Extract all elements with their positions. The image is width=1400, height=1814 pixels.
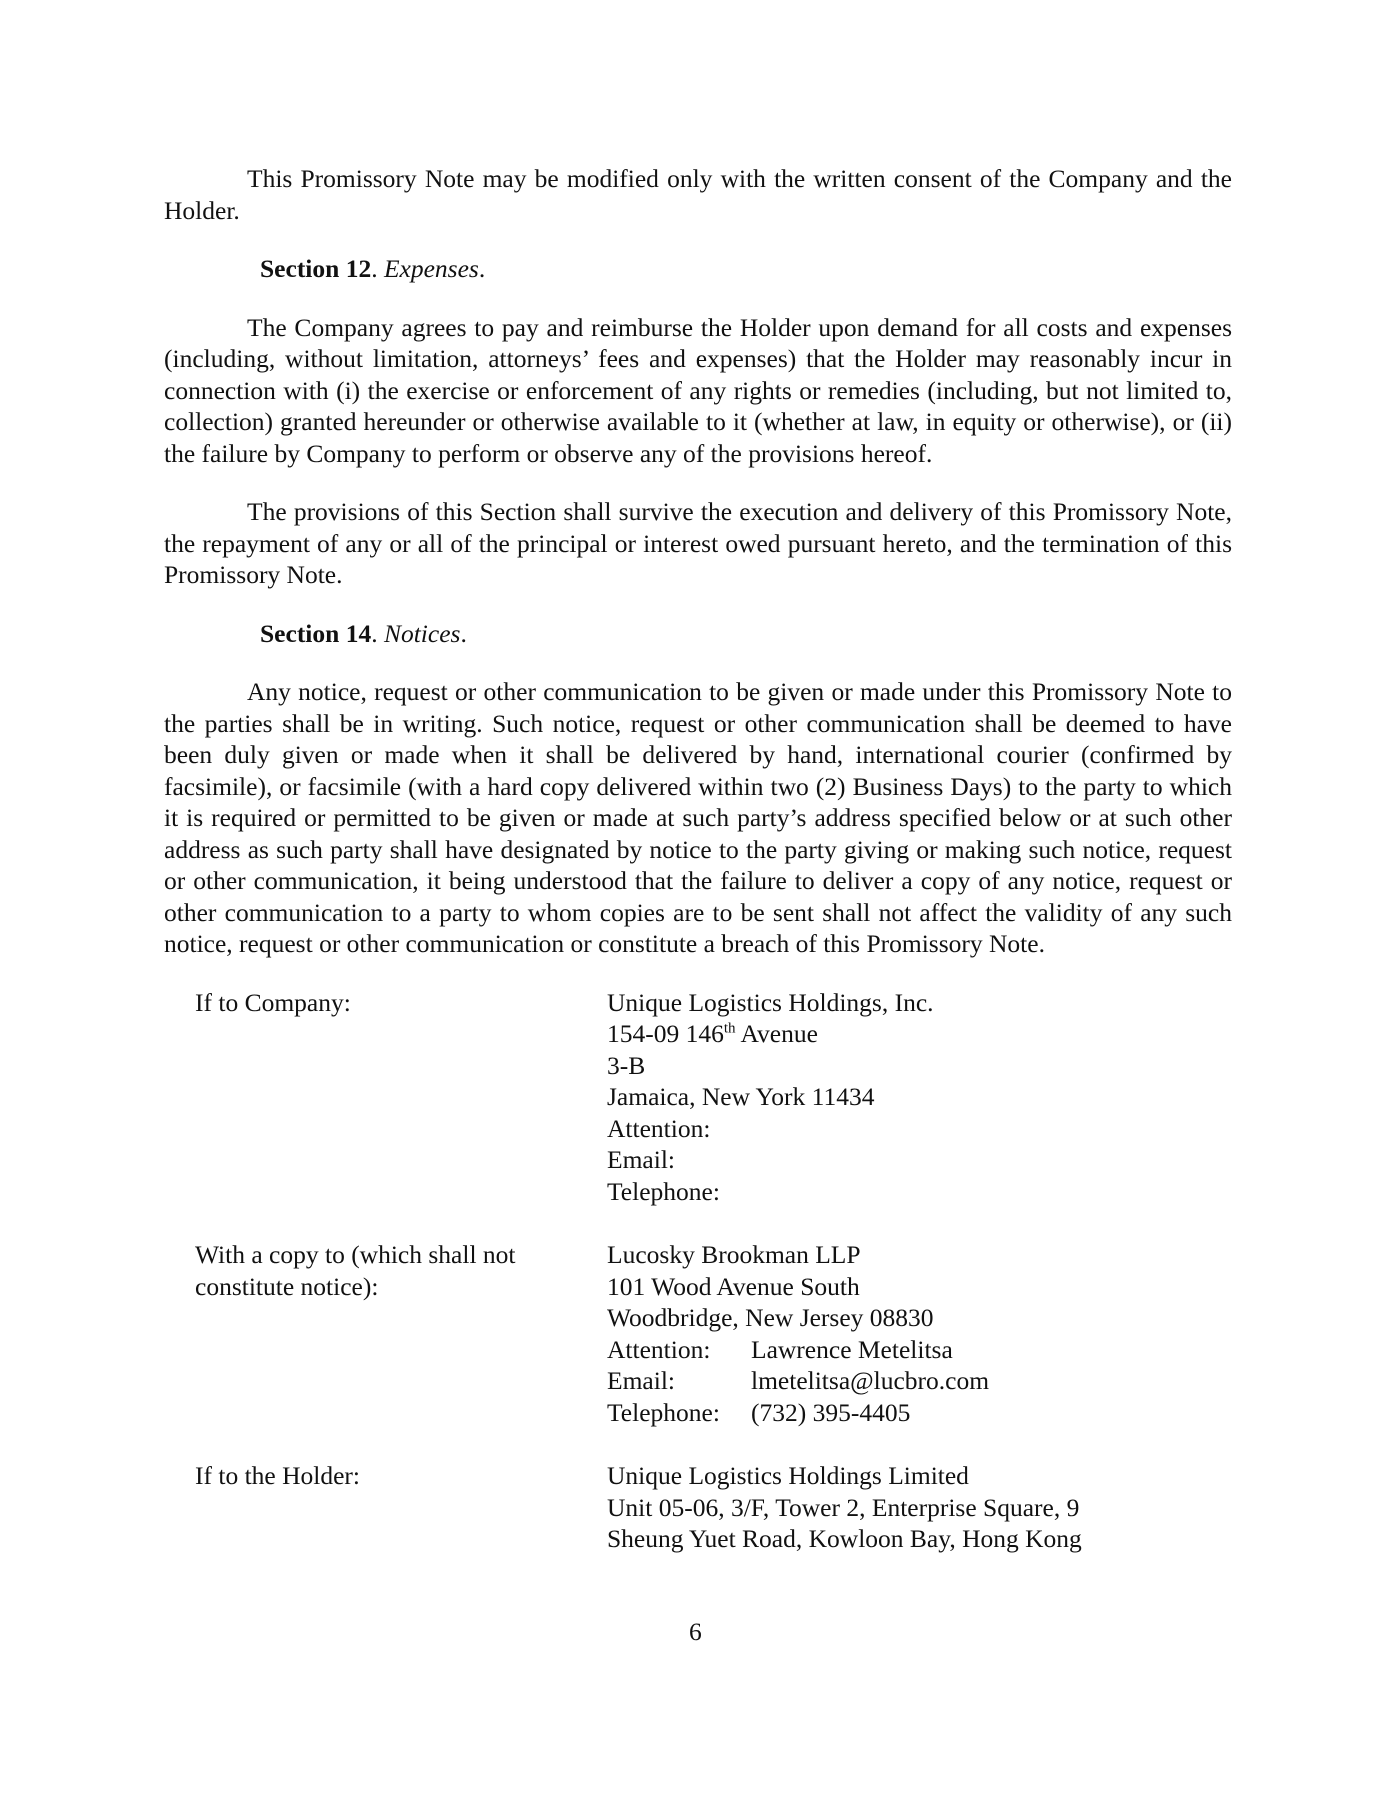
company-label: If to Company: xyxy=(195,987,351,1017)
copy-email: Email: lmetelitsa@lucbro.com xyxy=(607,1366,990,1395)
survival-paragraph: The provisions of this Section shall survive the execution and delivery of this Promissory Note, the repayment of any or all of the principal or interest owed pursuant hereto, and the termination of this Promissory Note. xyxy=(164,497,1232,589)
expenses-paragraph: The Company agrees to pay and reimburse the Holder upon demand for all costs and expenses (including, without limitation, attorneys’ fees and expenses) that the Holder may reasonably incur in connection with (i) the exercise or enforcement of any rights or remedies (including, but not limited to, collection) granted hereunder or otherwise available to it (whether at law, in equity or otherwise), or (ii) the failure by Company to perform or observe any of the provisions hereof. xyxy=(164,312,1232,468)
copy-street: 101 Wood Avenue South xyxy=(607,1271,860,1301)
holder-address xyxy=(607,1460,1232,1555)
page-number: 6 xyxy=(689,1617,702,1646)
copy-address-block xyxy=(195,1239,1232,1428)
holder-address-block xyxy=(195,1460,1232,1555)
company-attention: Attention: xyxy=(607,1113,711,1143)
section-12-heading: Section 12. Expenses. xyxy=(260,254,486,283)
copy-name: Lucosky Brookman LLP xyxy=(607,1240,861,1269)
notices-paragraph: Any notice, request or other communication to be given or made under this Promissory Note to the parties shall be in writing. Such notice, request or other communication shall be deemed to have been duly given or made when it shall be delivered by hand, international courier (confirmed by facsimile), or facsimile (with a hard copy delivered within two (2) Business Days) to the party to which it is required or permitted to be given or made at such party’s address specified below or at such other address as such party shall have designated by notice to the party giving or making such notice, request or other communication, it being understood that the failure to deliver a copy of any notice, request or other communication to a party to whom copies are to be sent shall not affect the validity of any such notice, request or other communication or constitute a breach of this Promissory Note. xyxy=(164,677,1232,958)
company-email: Email: xyxy=(607,1145,675,1174)
section-14-title: Notices xyxy=(383,618,461,648)
section-12-number: Section 12 xyxy=(260,254,372,283)
notice-addresses xyxy=(195,987,1232,1555)
holder-label: If to the Holder: xyxy=(195,1461,360,1490)
company-unit: 3-B xyxy=(607,1050,646,1080)
company-telephone: Telephone: xyxy=(607,1176,720,1206)
holder-line-1: Unit 05-06, 3/F, Tower 2, Enterprise Square, 9 xyxy=(607,1492,1080,1522)
holder-name: Unique Logistics Holdings Limited xyxy=(607,1461,969,1490)
company-name: Unique Logistics Holdings, Inc. xyxy=(607,987,934,1017)
modification-paragraph: This Promissory Note may be modified only with the written consent of the Company and the Holder. xyxy=(164,164,1232,225)
copy-label: With a copy to (which shall not constitute notice): xyxy=(195,1240,516,1301)
copy-city: Woodbridge, New Jersey 08830 xyxy=(607,1303,934,1332)
company-city: Jamaica, New York 11434 xyxy=(607,1082,875,1111)
document-page xyxy=(164,163,1232,1587)
company-address-block xyxy=(195,987,1232,1208)
holder-line-2: Sheung Yuet Road, Kowloon Bay, Hong Kong xyxy=(607,1524,1082,1553)
section-14-number: Section 14 xyxy=(260,618,372,648)
copy-address xyxy=(607,1239,1232,1428)
section-12-title: Expenses xyxy=(383,254,479,283)
copy-attention: Attention: Lawrence Metelitsa xyxy=(607,1334,953,1364)
copy-telephone: Telephone: (732) 395-4405 xyxy=(607,1397,911,1427)
section-14-heading: Section 14. Notices. xyxy=(260,618,467,648)
company-address xyxy=(607,987,1232,1208)
company-street: 154-09 146th Avenue xyxy=(607,1019,818,1048)
